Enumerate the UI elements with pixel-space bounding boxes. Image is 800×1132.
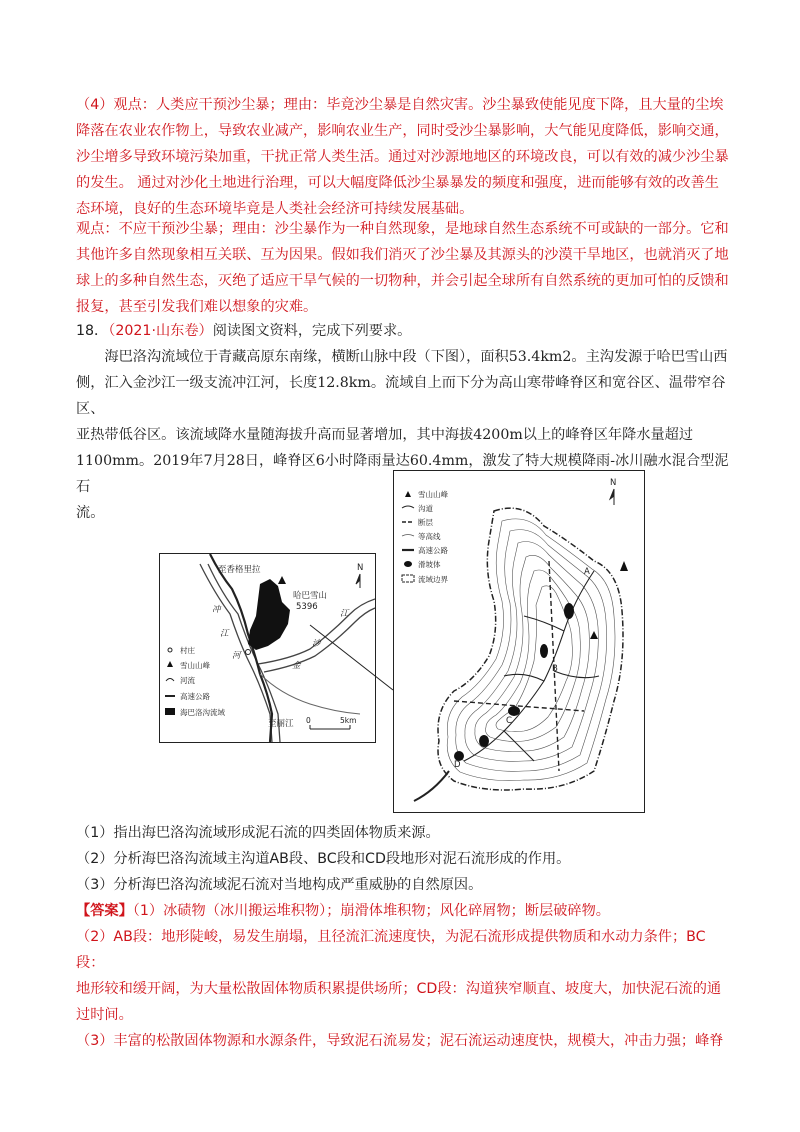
peak-marker xyxy=(620,561,628,571)
text-line: 观点：不应干预沙尘暴；理由：沙尘暴作为一种自然现象，是地球自然生态系统不可或缺的一部分。它和 xyxy=(76,221,729,237)
legend-landslide: 滑坡体 xyxy=(418,560,441,569)
legend-highway: 高速公路 xyxy=(418,546,448,555)
legend-peak: 雪山山峰 xyxy=(418,490,448,499)
text-line: 的发生。 通过对沙化土地进行治理，可以大幅度降低沙尘暴暴发的频度和强度，进而能够有效的改善生 xyxy=(76,175,719,191)
point-a-label: A xyxy=(584,567,590,577)
legend-fault: 断层 xyxy=(418,518,433,527)
question-number: 18． xyxy=(76,323,109,339)
peak-marker xyxy=(590,631,598,639)
river-sha-char: 沙 xyxy=(312,639,321,649)
legend-gully: 沟道 xyxy=(418,504,433,513)
text-line: （4）观点：人类应干预沙尘暴；理由：毕竟沙尘暴是自然灾害。沙尘暴致使能见度下降，且大量的尘埃 xyxy=(76,97,724,113)
answer-line: 过时间。 xyxy=(76,1007,133,1023)
north-label: N xyxy=(610,478,617,488)
legend-peak: 雪山山峰 xyxy=(180,661,210,670)
answer-line-1 xyxy=(76,898,732,924)
peak-elev-label: 5396 xyxy=(296,602,318,612)
legend-basin: 海巴洛沟流域 xyxy=(180,708,225,717)
river-jiang-char: 江 xyxy=(220,629,229,639)
text-line: 态环境，良好的生态环境毕竟是人类社会经济可持续发展基础。 xyxy=(76,201,474,217)
text-line: 降落在农业农作物上，导致农业减产，影响农业生产，同时受沙尘暴影响，大气能见度降低，影响交通， xyxy=(76,123,729,139)
basin-boundary xyxy=(438,508,623,790)
highway xyxy=(414,771,449,801)
to-shangrila-label: 至香格里拉 xyxy=(218,565,261,575)
river-he-char: 河 xyxy=(232,651,241,661)
text-line: 流。 xyxy=(76,505,105,521)
peak-name-label: 哈巴雪山 xyxy=(293,591,328,601)
question-item: （1）指出海巴洛沟流域形成泥石流的四类固体物质来源。 xyxy=(76,825,440,841)
north-arrow-icon xyxy=(610,489,614,505)
text-line: 沙尘增多导致环境污染加重，干扰正常人类生活。通过对沙源地地区的环境改良，可以有效的减少沙尘暴 xyxy=(76,149,729,165)
to-lijiang-label: 至丽江 xyxy=(268,719,294,729)
legend-contour: 等高线 xyxy=(418,532,441,541)
answer-line: （2）AB段：地形陡峻，易发生崩塌，且径流汇流速度快，为泥石流形成提供物质和水动力条件；BC段： xyxy=(76,929,706,971)
scale-5-label: 5km xyxy=(340,716,357,725)
question-source: （2021·山东卷） xyxy=(108,323,213,339)
legend-contour-icon xyxy=(402,535,414,537)
text-line: 球上的多种自然生态，灭绝了适应干旱气候的一切物种，并会引起全球所有自然系统的更加可怕的反馈和 xyxy=(76,273,729,289)
question-intro: 阅读图文资料，完成下列要求。 xyxy=(212,323,412,339)
answer-line: （3）丰富的松散固体物源和水源条件，导致泥石流易发；泥石流运动速度快，规模大，冲击力强；峰脊 xyxy=(76,1033,724,1049)
text-line: 报复，甚至引发我们难以想象的灾难。 xyxy=(76,299,318,315)
answer-text: （1）冰碛物（冰川搬运堆积物）；崩滑体堆积物；风化碎屑物；断层破碎物。 xyxy=(132,903,610,919)
scale-0-label: 0 xyxy=(306,716,311,725)
north-label: N xyxy=(357,563,364,573)
legend-highway: 高速公路 xyxy=(180,692,210,701)
question-list xyxy=(76,820,732,898)
answer-line: 地形较和缓开阔，为大量松散固体物质积累提供场所；CD段：沟道狭窄顺直、坡度大，加快泥石流的通 xyxy=(76,981,722,997)
detail-map-svg xyxy=(394,471,644,812)
text-line: 侧，汇入金沙江一级支流冲江河，长度12.8km。流域自上而下分为高山寒带峰脊区和宽谷区、温带窄谷区、 xyxy=(76,375,726,417)
legend-boundary: 流域边界 xyxy=(418,575,448,584)
legend-village: 村庄 xyxy=(180,646,195,655)
answer-block xyxy=(76,898,732,1054)
river-jiang2-char: 江 xyxy=(340,609,349,619)
text-line: 海巴洛沟流域位于青藏高原东南缘，横断山脉中段（下图），面积53.4km2。主沟发源于哈巴雪山西 xyxy=(104,349,728,365)
point-d-label: D xyxy=(454,760,461,770)
river-jin-char: 金 xyxy=(292,661,301,671)
faults xyxy=(454,561,584,771)
point-b-label: B xyxy=(552,664,558,674)
legend-gully-icon xyxy=(402,506,414,508)
legend-peak-icon xyxy=(405,491,411,497)
detail-map xyxy=(393,470,645,813)
river-chong-char: 冲 xyxy=(212,605,221,615)
text-line: 亚热带低谷区。该流域降水量随海拔升高而显著增加，其中海拔4200m以上的峰脊区年降水量超过 xyxy=(76,427,694,443)
answer-label: 【答案】 xyxy=(76,903,133,919)
question-item: （3）分析海巴洛沟流域泥石流对当地构成严重威胁的自然原因。 xyxy=(76,877,483,893)
point-c-label: C xyxy=(506,716,512,726)
legend-landslide-icon xyxy=(404,561,412,567)
legend-river: 河流 xyxy=(180,676,195,685)
text-line: 1100mm。2019年7月28日，峰脊区6小时降雨量达60.4mm，激发了特大规模降雨-冰川融水混合型泥石 xyxy=(76,453,729,495)
legend-boundary-icon xyxy=(402,575,414,582)
text-line: 其他许多自然现象相互关联、互为因果。假如我们消灭了沙尘暴及其源头的沙漠干旱地区，也就消灭了地 xyxy=(76,247,729,263)
question-item: （2）分析海巴洛沟流域主沟道AB段、BC段和CD段地形对泥石流形成的作用。 xyxy=(76,851,571,867)
